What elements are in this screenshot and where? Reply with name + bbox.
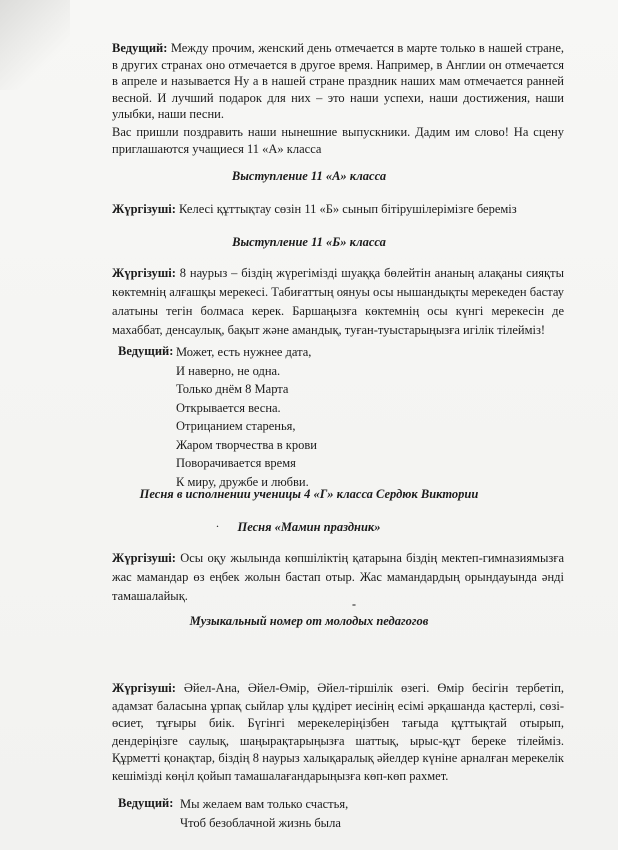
- paragraph-text: 8 наурыз – біздің жүрегімізді шуаққа бөлейтін ананың алақаны сияқты көктемнің алғашқы мерекесі. Табиғаттың оянуы осы нышандықты мерекеден бастау алатыны тегін болмаса керек. Баршаңызға көктемнің осы күнгі мерекесін де махаббат, денсаулық, бақыт және амандық, туған-туыстарыңызға игілік тілейміз!: [112, 266, 564, 337]
- speaker-label: Жүргізуші:: [112, 681, 176, 695]
- heading-music-number: Музыкальный номер от молодых педагогов: [189, 614, 429, 628]
- speaker-label: Жүргізуші:: [112, 202, 176, 216]
- stray-mark: -: [352, 597, 356, 611]
- scan-shadow: [0, 0, 70, 90]
- paragraph-spring-holiday: [112, 264, 564, 340]
- poem-march-8: [176, 343, 317, 491]
- paragraph-invite: [112, 124, 564, 157]
- poem-wishes: [180, 795, 348, 832]
- speaker-label: Жүргізуші:: [112, 266, 176, 280]
- poem-line: Поворачивается время: [176, 456, 296, 470]
- speaker-label: Ведущий:: [118, 344, 174, 358]
- paragraph-text: Әйел-Ана, Әйел-Өмір, Әйел-тіршілік өзегі. Өмір бесігін тербетіп, адамзат баласына ұрпақ сыйлар ұлы құдірет иесінің есімі әрқашанда қастерлі, сөзі-өсиет, тұғыры биік. Бүгінгі мерекелеріңізбен тағыда құттықтай отырып, дендеріңізге саулық, шаңырақтарыңызға шаттық, ырыс-құт береке тілейміз. Құрметті қонақтар, біздің 8 наурыз халықаралық әйелдер күніне арналған мерекелік кешімізді көңіл қойып тамашалағандарыңызға көп-көп рахмет.: [112, 681, 565, 783]
- paragraph-young-teachers: [112, 549, 564, 606]
- poem-line: Может, есть нужнее дата,: [176, 345, 312, 359]
- poem-line: Жаром творчества в крови: [176, 437, 317, 452]
- paragraph-next-greeting: [112, 201, 564, 218]
- stray-mark: .: [216, 516, 219, 530]
- speaker-label: Ведущий:: [118, 796, 174, 810]
- speaker-label: Жүргізуші:: [112, 551, 176, 565]
- paragraph-woman-mother: [112, 680, 564, 785]
- poem-line: И наверно, не одна.: [176, 363, 281, 378]
- poem-line: К миру, дружбе и любви.: [176, 474, 309, 489]
- paragraph-text: Вас пришли поздравить наши нынешние выпускники. Дадим им слово! На сцену приглашаются учащиеся 11 «А» класса: [112, 125, 564, 156]
- poem-line: Только днём 8 Марта: [176, 382, 289, 396]
- poem-line: Открывается весна.: [176, 400, 281, 415]
- heading-song-title: Песня «Мамин праздник»: [237, 520, 381, 534]
- paragraph-text: Между прочим, женский день отмечается в марте только в нашей стране, в других странах оно отмечается в другое время. Например, в Англии он отмечается в апреле и называется Ну а в нашей стране праздник наших мам отмечается ранней весной. И лучший подарок для них – это наши успехи, наши достижения, наши улыбки, наши песни.: [112, 41, 565, 122]
- poem-line: Чтоб безоблачной жизнь была: [180, 815, 341, 830]
- speaker-label: Ведущий:: [112, 41, 168, 55]
- heading-performance-11a: Выступление 11 «А» класса: [231, 169, 387, 183]
- poem-line: Отрицанием старенья,: [176, 419, 296, 433]
- heading-performance-11b: Выступление 11 «Б» класса: [232, 235, 386, 249]
- poem-line: Мы желаем вам только счастья,: [180, 797, 349, 811]
- heading-song-performance: Песня в исполнении ученицы 4 «Г» класса Сердюк Виктории: [139, 487, 479, 501]
- paragraph-text: Осы оқу жылында көпшіліктің қатарына біздің мектеп-гимназиямызға жас мамандар өз еңбек жолын бастап отыр. Жас мамандардың орындауында әнді тамашалайық.: [112, 551, 565, 603]
- paragraph-text: Келесі құттықтау сөзін 11 «Б» сынып бітірушілерімізге береміз: [179, 202, 517, 216]
- paragraph-intro: [112, 40, 564, 123]
